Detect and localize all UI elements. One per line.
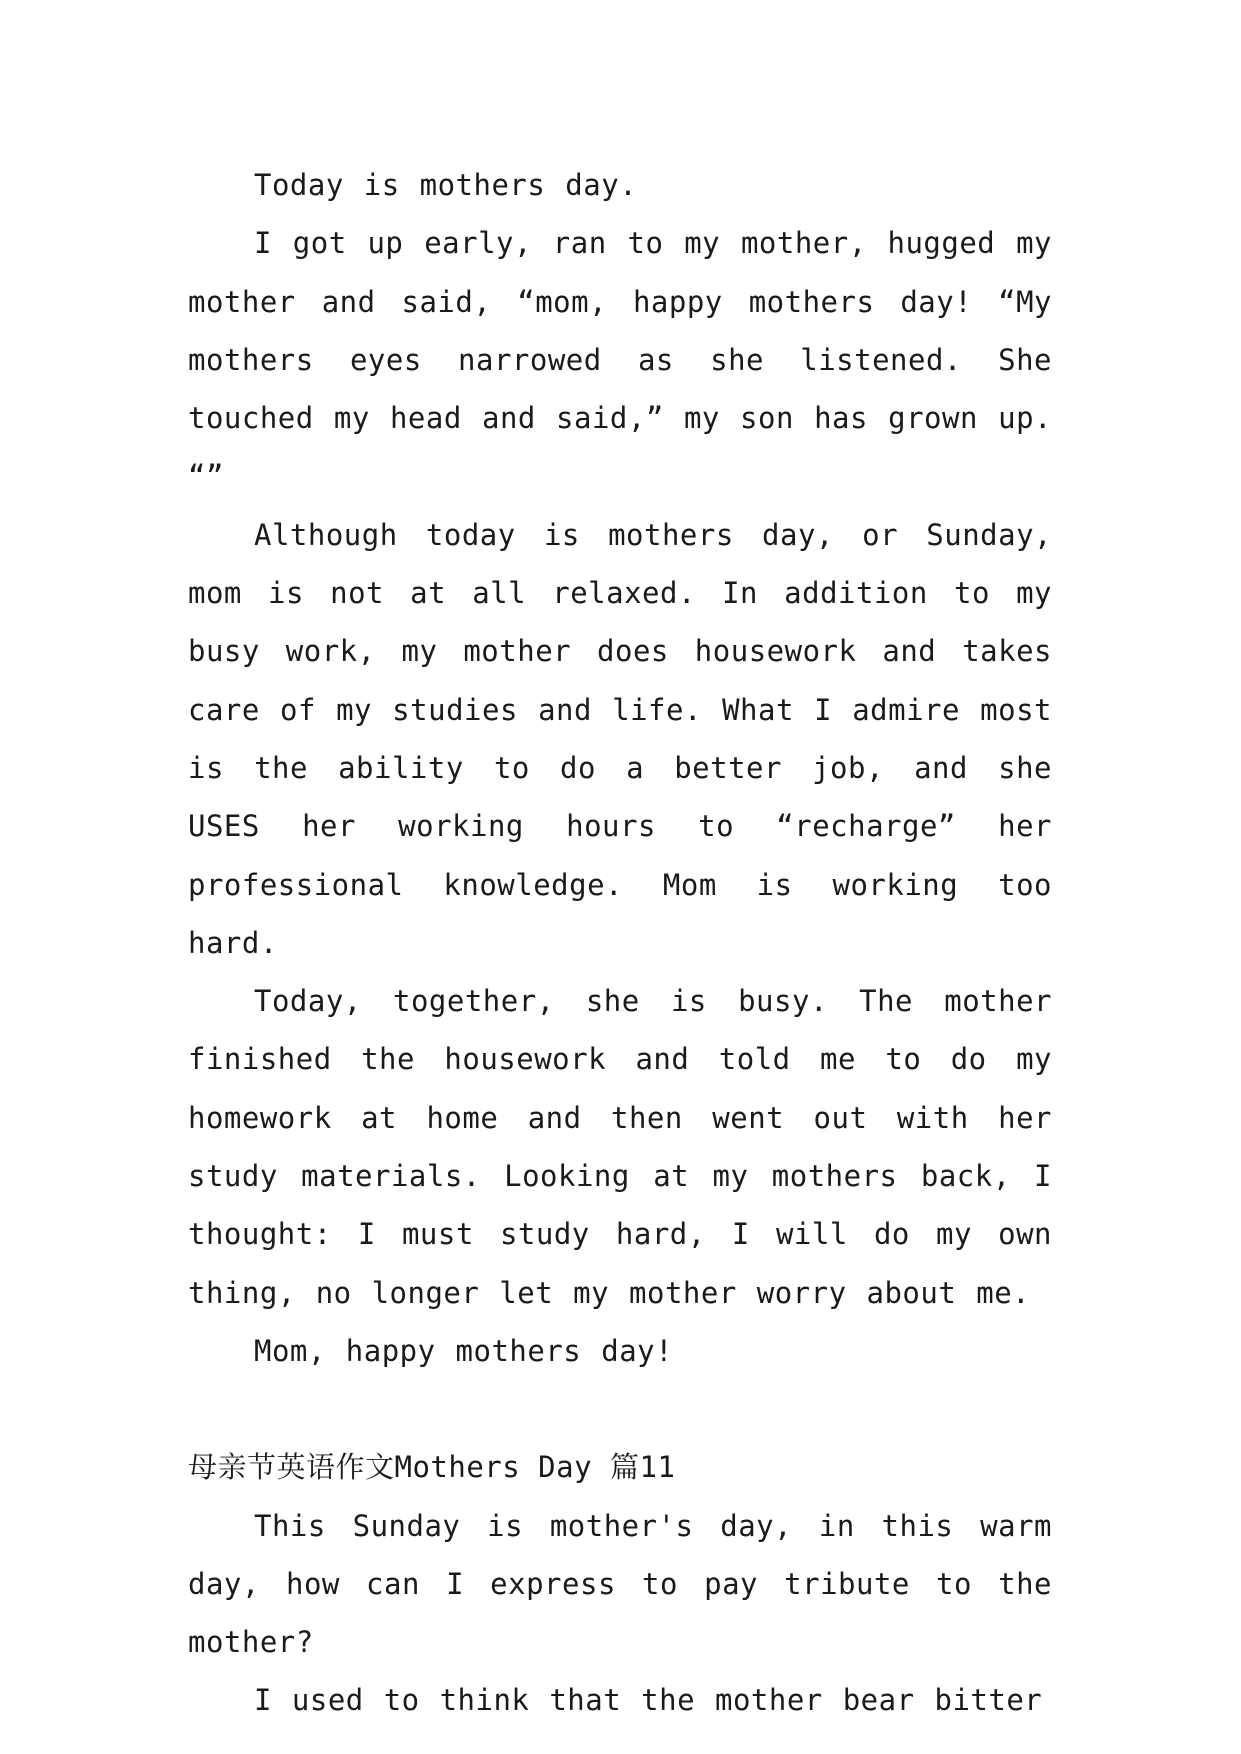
paragraph: Although today is mothers day, or Sunday, mom is not at all relaxed. In addition to my busy work, my mother does housework and takes care of my studies and life. What I admire most is the ability to do a better job, and she USES her working hours to “recharge” her professional knowledge. Mom is working too hard. [188,517,1052,960]
paragraph: I used to think that the mother bear bitter [254,1683,1043,1718]
paragraph: Today is mothers day. [254,168,638,202]
paragraph: Mom, happy mothers day! [254,1333,674,1368]
paragraph: I got up early, ran to my mother, hugged my mother and said, “mom, happy mothers day! “My mothers eyes narrowed as she listened. She touched my head and said,” my son has grown up. “” [188,226,1052,494]
paragraph: Today, together, she is busy. The mother finished the housework and told me to do my homework at home and then went out with her study materials. Looking at my mothers back, I thought: I must study hard, I will do my own thing, no longer let my mother worry about me. [188,984,1052,1310]
paragraph: This Sunday is mother's day, in this warm day, how can I express to pay tribute to the mother? [188,1508,1052,1660]
section-heading: 母亲节英语作文Mothers Day 篇11 [188,1450,676,1485]
document-body [188,156,1052,1730]
